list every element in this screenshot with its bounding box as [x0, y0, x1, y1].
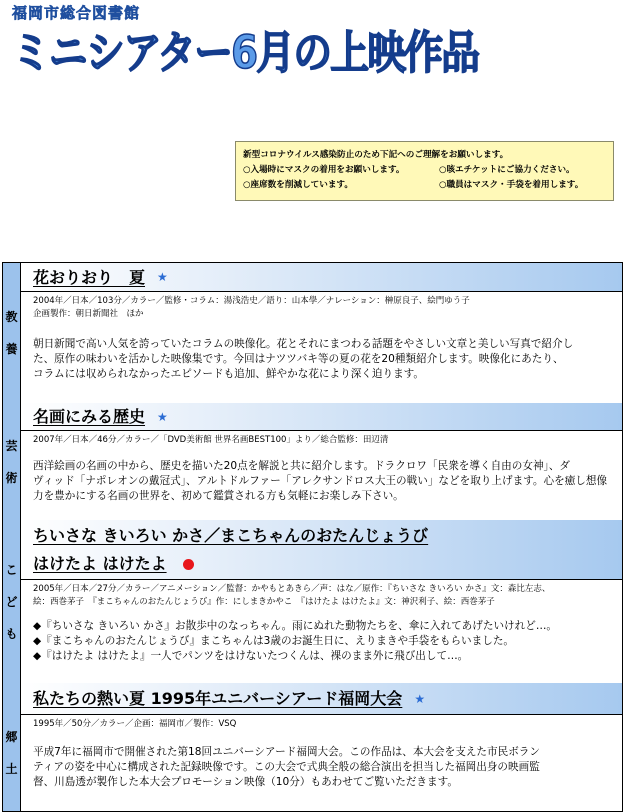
star-icon: ★ [414, 692, 426, 706]
title-bar [21, 683, 622, 715]
story-bullet: ◆『はけたよ はけたよ』一人でパンツをはけないたつくんは、裸のまま外に飛び出して…。 [33, 650, 469, 662]
red-dot-icon [183, 559, 194, 570]
category-label [3, 263, 21, 403]
film-title-line: ちいさな きいろい かさ／まこちゃんのおたんじょうび [33, 526, 429, 545]
film-title-line: はけたよ はけたよ [33, 554, 167, 573]
notice-item: ○座席数を削減しています。 [243, 180, 353, 190]
notice-row [243, 178, 613, 193]
story-bullet: ◆『まこちゃんのおたんじょうび』まこちゃんは3歳のお誕生日に、えりまきや手袋をもらいました。 [33, 635, 515, 647]
credits-line: 2005年／日本／27分／カラー／アニメーション／監督：かやもとあきら／声：はな／原作：『ちいさな きいろい かさ』文：森比左志、 [33, 584, 551, 594]
category-char: 郷 [5, 730, 18, 744]
description-line: た、原作の味わいを活かした映像集です。今回はナツツバキ等の夏の花を20種類紹介します。映像化にあたり、 [33, 353, 564, 365]
library-name: 福岡市総合図書館 [12, 4, 141, 22]
page-title: ミニシアター6月の上映作品 [12, 26, 479, 79]
notice-item: ○入場時にマスクの着用をお願いします。 [243, 165, 405, 175]
category-char: 土 [5, 762, 18, 776]
program-section-kyoyo [3, 263, 622, 404]
category-label [3, 683, 21, 812]
star-icon: ★ [157, 410, 168, 424]
film-title: 花おりおり 夏 [33, 268, 146, 287]
program-section-geijutsu [3, 403, 622, 521]
credits-line: 絵：西巻茅子 『まこちゃんのおたんじょうび』作：にしまきかやこ 『はけたよ はけたよ』文：神沢利子、絵：西巻茅子 [33, 597, 495, 607]
film-credits [21, 715, 622, 731]
description-line: 力を豊かにする名画の世界を、初めて鑑賞される方も気軽にお楽しみ下さい。 [33, 490, 404, 502]
story-bullet: ◆『ちいさな きいろい かさ』お散歩中のなっちゃん。雨にぬれた動物たちを、傘に入れてあげたいけれど…。 [33, 620, 558, 632]
category-label [3, 403, 21, 520]
description-line: ティアの姿を中心に構成された記録映像です。この大会で式典全般の総合演出を担当した福岡出身の映画監 [33, 761, 540, 773]
title-bar [21, 263, 622, 292]
film-credits [21, 292, 622, 321]
category-char: 芸 [5, 438, 18, 453]
category-char: 教 [5, 310, 18, 324]
notice-row [243, 163, 613, 178]
covid-notice-box [235, 141, 614, 201]
star-icon: ★ [157, 270, 168, 284]
category-char: 術 [5, 470, 18, 485]
film-credits [21, 580, 622, 609]
program-section-kyodo [3, 683, 622, 812]
program-table [2, 262, 623, 812]
description-line: 朝日新聞で高い人気を誇っていたコラムの映像化。花とそれにまつわる話題をやさしい文章と美しい写真で紹介し [33, 338, 574, 350]
credits-line: 2007年／日本／46分／カラー／「DVD美術館 世界名画BEST100」より／総合監修：田辺清 [33, 435, 389, 445]
notice-item: ○咳エチケットにご協力ください。 [439, 165, 575, 175]
description-line: ヴィッド「ナポレオンの戴冠式」、アルトドルファー「アレクサンドロス大王の戦い」などを取り上げます。心を癒し想像 [33, 475, 608, 487]
category-char: 養 [5, 342, 18, 356]
credits-line: 企画製作：朝日新聞社 ほか [33, 309, 144, 319]
film-description [21, 337, 622, 382]
film-description [21, 459, 622, 504]
film-credits [21, 431, 622, 447]
notice-item: ○職員はマスク・手袋を着用します。 [439, 180, 584, 190]
description-line: 平成7年に福岡市で開催された第18回ユニバーシアード福岡大会。この作品は、本大会を支えた市民ボラン [33, 746, 540, 758]
category-char: も [5, 626, 18, 641]
description-line: 督、川島透が製作した本大会プロモーション映像（10分）もあわせてご覧いただきます。 [33, 776, 458, 788]
credits-line: 1995年／50分／カラー／企画：福岡市／製作：VSQ [33, 719, 237, 729]
title-bar [21, 403, 622, 431]
film-title: 私たちの熱い夏 1995年ユニバーシアード福岡大会 [33, 689, 403, 708]
film-description [21, 619, 622, 664]
film-title: 名画にみる歴史 [33, 407, 146, 426]
credits-line: 2004年／日本／103分／カラー／監修・コラム：湯浅浩史／語り：山本學／ナレーション：榊原良子、絵門ゆう子 [33, 296, 470, 306]
description-line: コラムには収められなかったエピソードも追加、鮮やかな花により深く迫ります。 [33, 368, 425, 380]
category-label [3, 520, 21, 683]
description-line: 西洋絵画の名画の中から、歴史を描いた20点を解説と共に紹介します。ドラクロワ「民衆を導く自由の女神」、ダ [33, 460, 571, 472]
film-description [21, 745, 622, 790]
title-bar [21, 520, 622, 580]
program-section-kodomo [3, 520, 622, 684]
category-char: ど [5, 594, 18, 609]
category-char: こ [5, 562, 18, 577]
notice-intro: 新型コロナウイルス感染防止のため下記へのご理解をお願いします。 [243, 150, 509, 160]
